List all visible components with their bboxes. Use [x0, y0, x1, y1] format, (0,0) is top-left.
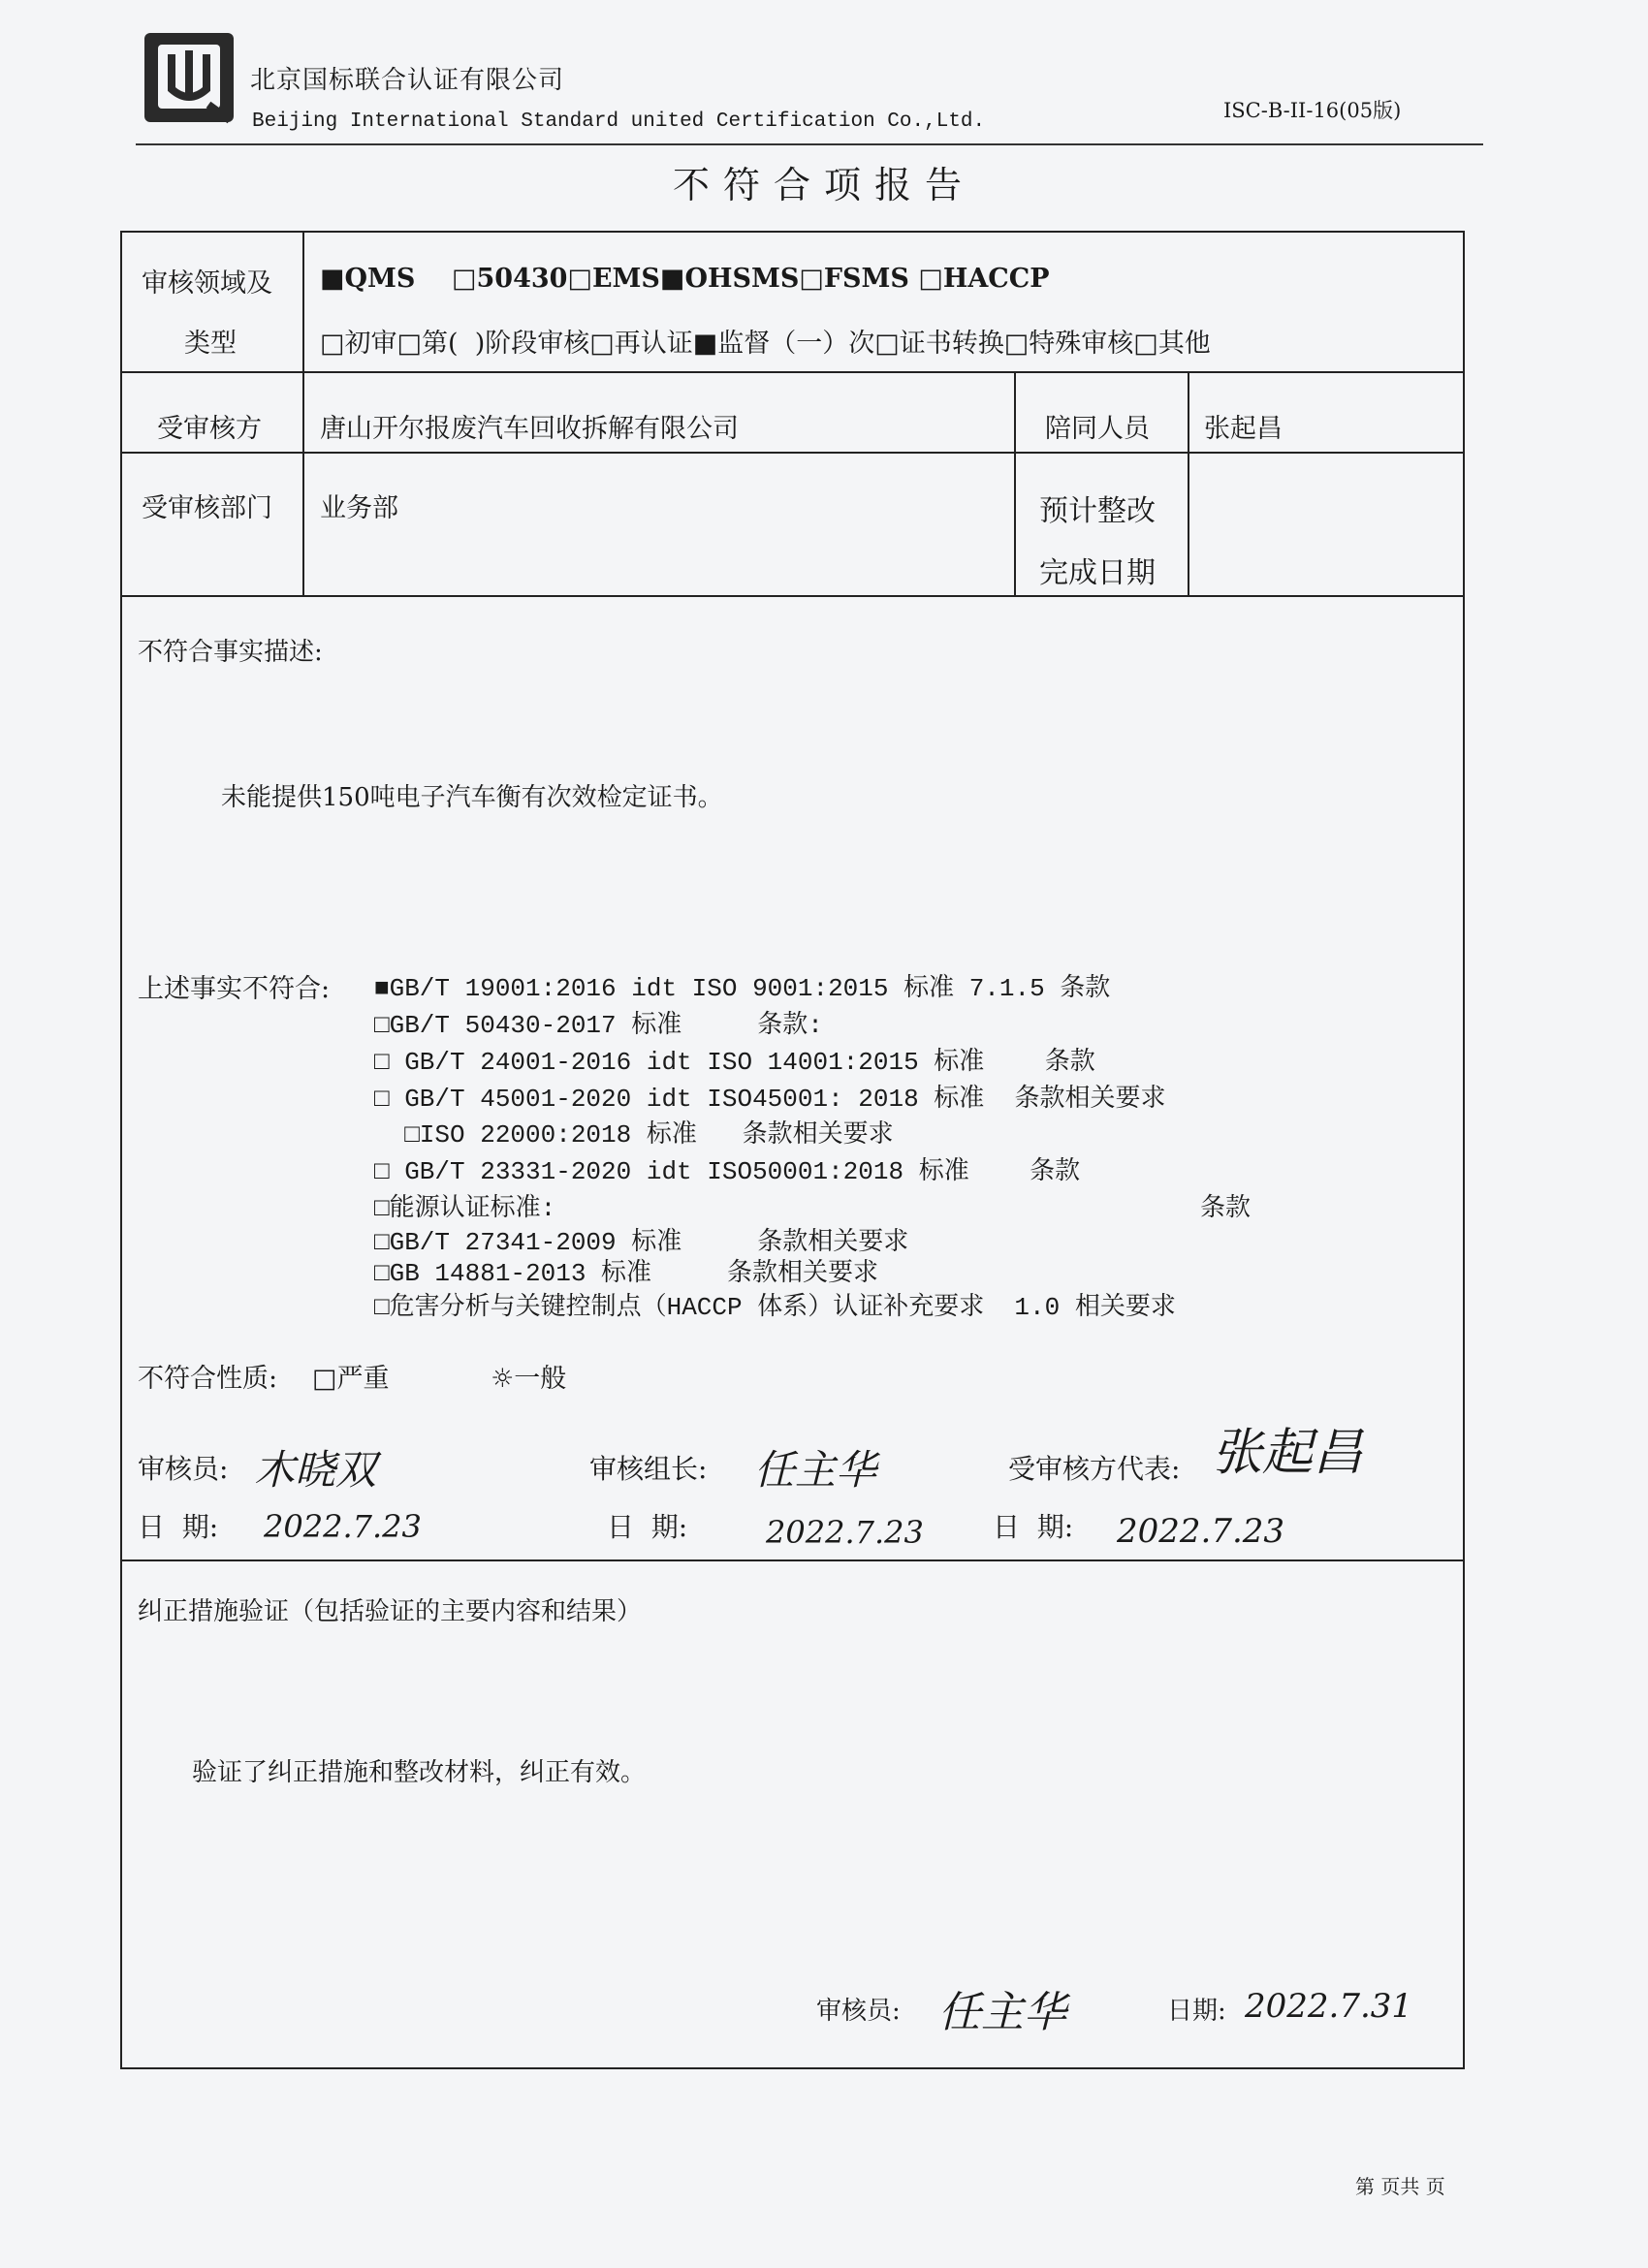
department-label: 受审核部门 [142, 493, 272, 523]
team-leader-signature: 任主华 [754, 1446, 877, 1494]
verification-date: 2022.7.31 [1245, 1987, 1413, 2026]
energy-clause: 条款 [1200, 1193, 1252, 1222]
standard-item: □ GB/T 23331-2020 idt ISO50001:2018 标准 条款 [374, 1157, 1081, 1186]
row-divider-auditee [120, 452, 1465, 454]
auditee-rep-signature: 张起昌 [1212, 1424, 1364, 1482]
auditor-date: 2022.7.23 [264, 1508, 422, 1545]
standard-item: □GB/T 50430-2017 标准 条款: [374, 1011, 823, 1040]
auditee-rep-label: 受审核方代表: [1008, 1453, 1181, 1485]
scope-domains: ■QMS □50430□EMS■OHSMS□FSMS □HACCP [320, 264, 1050, 294]
standard-item: □GB/T 27341-2009 标准 条款相关要求 [374, 1228, 909, 1257]
standard-item: □ GB/T 24001-2016 idt ISO 14001:2015 标准 条款 [374, 1048, 1095, 1077]
standards-label: 上述事实不符合: [138, 974, 331, 1004]
company-logo [141, 29, 238, 126]
verification-content: 验证了纠正措施和整改材料，纠正有效。 [192, 1758, 647, 1787]
company-name-en: Beijing International Standard united Certification Co.,Ltd. [252, 110, 986, 133]
verification-auditor-label: 审核员: [816, 1997, 901, 2026]
standard-item: □危害分析与关键控制点（HACCP 体系）认证补充要求 1.0 相关要求 [374, 1293, 1176, 1322]
auditor-label: 审核员: [138, 1453, 229, 1485]
auditor-signature: 木晓双 [254, 1446, 377, 1494]
nature-serious: □严重 [312, 1364, 390, 1394]
auditee-label: 受审核方 [157, 414, 262, 444]
scope-label-line2: 类型 [184, 329, 237, 359]
date-label: 日 期: [993, 1511, 1074, 1543]
escort-label: 陪同人员 [1045, 414, 1150, 444]
department-name: 业务部 [320, 493, 398, 523]
header-divider [136, 143, 1483, 145]
form-code: ISC-B-II-16(05版) [1223, 99, 1402, 122]
standard-item: ■GB/T 19001:2016 idt ISO 9001:2015 标准 7.1.5 条款 [374, 974, 1111, 1003]
date-label: 日 期: [607, 1511, 688, 1543]
report-title: 不符合项报告 [672, 164, 975, 206]
row-divider-department [120, 595, 1465, 597]
row-divider-scope [120, 371, 1465, 373]
date-label: 日 期: [138, 1511, 219, 1543]
escort-name: 张起昌 [1204, 414, 1283, 444]
team-leader-date: 2022.7.23 [766, 1514, 924, 1551]
standard-item: □ISO 22000:2018 标准 条款相关要求 [374, 1120, 894, 1150]
planned-date-label-line2: 完成日期 [1039, 556, 1156, 590]
standard-item: □GB 14881-2013 标准 条款相关要求 [374, 1259, 879, 1288]
nature-label: 不符合性质: [138, 1364, 278, 1394]
auditee-rep-date: 2022.7.23 [1117, 1512, 1285, 1551]
team-leader-label: 审核组长: [589, 1453, 708, 1485]
col-divider-label [302, 231, 304, 595]
verification-auditor-signature: 任主华 [938, 1988, 1066, 2037]
page-number: 第 页共 页 [1355, 2175, 1445, 2198]
verification-label: 纠正措施验证（包括验证的主要内容和结果） [138, 1597, 643, 1626]
standard-item: □能源认证标准: [374, 1194, 556, 1223]
row-divider-signatures [120, 1559, 1465, 1561]
standard-item: □ GB/T 45001-2020 idt ISO45001: 2018 标准 条款相关要求 [374, 1085, 1166, 1114]
description-text: 未能提供150吨电子汽车衡有次效检定证书。 [221, 783, 723, 812]
auditee-name: 唐山开尔报废汽车回收拆解有限公司 [320, 414, 739, 444]
description-label: 不符合事实描述: [138, 638, 323, 667]
col-divider-right [1188, 371, 1189, 595]
scope-types: □初审□第( )阶段审核□再认证■监督（一）次□证书转换□特殊审核□其他 [320, 329, 1211, 359]
company-name-cn: 北京国标联合认证有限公司 [250, 66, 565, 95]
col-divider-mid [1014, 371, 1016, 595]
nature-general: ☼一般 [491, 1364, 567, 1394]
planned-date-label-line1: 预计整改 [1039, 494, 1156, 528]
scope-label-line1: 审核领域及 [142, 268, 272, 299]
verification-date-label: 日期: [1167, 1997, 1226, 2026]
